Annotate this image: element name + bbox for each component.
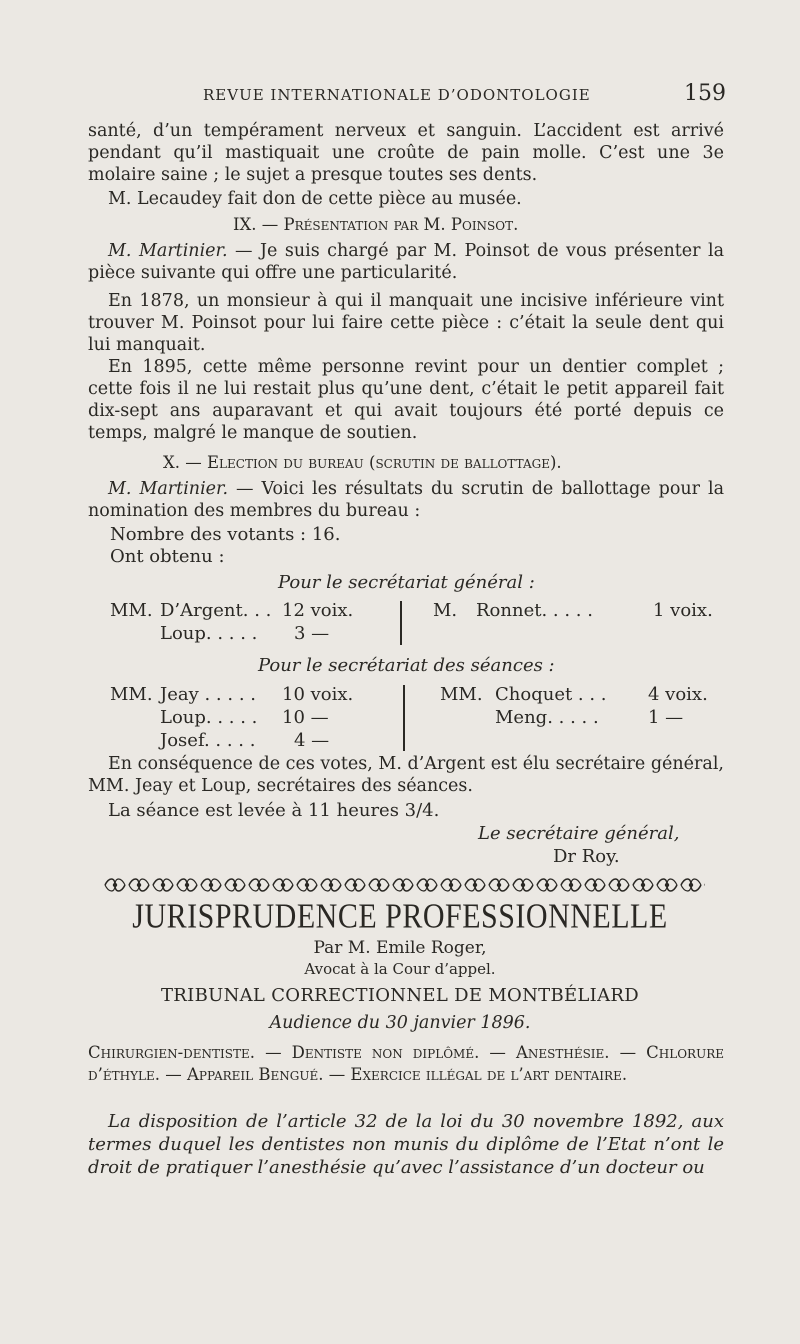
article-title: JURISPRUDENCE PROFESSIONNELLE	[132, 897, 668, 936]
candidate-votes: 12 voix.	[282, 600, 354, 621]
candidate-votes: 4 —	[294, 730, 330, 751]
article-summary: La disposition de l’article 32 de la loi du 30 novembre 1892, aux termes duquel les dentistes non munis du diplôme de l’Etat n’ont le droit de pratiquer l’anesthésie qu’avec l’assistance d’un docteur ou	[88, 1111, 724, 1178]
candidate-votes: 3 —	[294, 623, 330, 644]
speech-text: — Je suis chargé par M. Poinsot de vous présenter la pièce suivante qui offre une particularité.	[88, 241, 725, 283]
vote-title: MM.	[440, 684, 483, 705]
candidate-votes: 1 voix.	[653, 600, 713, 621]
candidate-name: Loup. . . . .	[160, 623, 258, 644]
section-ix-numeral: IX. —	[233, 215, 279, 234]
article-keywords: Chirurgien-dentiste. — Dentiste non diplômé. — Anesthésie. — Chlorure d’éthyle. — Appareil Bengué. — Exercice illégal de l’art dentaire.	[88, 1043, 724, 1084]
candidate-name: Josef. . . . .	[160, 730, 256, 751]
candidate-name: D’Argent. . .	[160, 600, 272, 621]
section-ix-heading	[233, 215, 518, 234]
candidate-votes: 10 —	[282, 707, 329, 728]
signature-name: Dr Roy.	[553, 846, 620, 867]
voters-count: Nombre des votants : 16.	[110, 524, 341, 545]
ornament-band	[103, 875, 705, 895]
paragraph-1895: En 1895, cette même personne revint pour un dentier complet ; cette fois il ne lui restait plus qu’une dent, c’était le petit appareil fait dix-sept ans auparavant et qui avait toujours été porté depuis ce temps, malgré le manque de soutien.	[88, 357, 724, 443]
section-ix-title: Présentation par M. Poinsot.	[283, 215, 519, 234]
speaker-name: M. Martinier.	[108, 479, 229, 499]
candidate-votes: 1 —	[648, 707, 684, 728]
running-title: REVUE INTERNATIONALE D’ODONTOLOGIE	[203, 86, 591, 104]
vote-heading-general: Pour le secrétariat général :	[278, 572, 535, 593]
article-byline-role: Avocat à la Cour d’appel.	[304, 960, 496, 978]
paragraph-health: santé, d’un tempérament nerveux et sanguin. L’accident est arrivé pendant qu’il mastiquait une croûte de pain molle. C’est une 3e molaire saine ; le sujet a presque toutes ses dents.	[88, 121, 724, 185]
paragraph-1878: En 1878, un monsieur à qui il manquait une incisive inférieure vint trouver M. Poinsot pour lui faire cette pièce : c’était la seule dent qui lui manquait.	[88, 291, 724, 355]
column-divider	[403, 685, 405, 751]
vote-title: M.	[433, 600, 458, 621]
speech-text: — Voici les résultats du scrutin de ballottage pour la nomination des membres du bureau :	[88, 479, 725, 521]
candidate-name: Meng. . . . .	[495, 707, 599, 728]
vote-title: MM.	[110, 600, 153, 621]
section-x-title: Election du bureau (scrutin de ballottage).	[207, 453, 562, 472]
column-divider	[400, 601, 402, 645]
paragraph-martinier-1	[88, 240, 724, 284]
signature-role: Le secrétaire général,	[478, 823, 680, 844]
article-byline: Par M. Emile Roger,	[313, 938, 487, 958]
paragraph-lecaudey: M. Lecaudey fait don de cette pièce au musée.	[108, 189, 522, 209]
section-x-heading	[163, 453, 562, 472]
candidate-name: Jeay . . . . .	[160, 684, 256, 705]
page-number: 159	[684, 81, 726, 106]
paragraph-martinier-2	[88, 478, 724, 522]
candidate-votes: 4 voix.	[648, 684, 708, 705]
paragraph-consequence: En conséquence de ces votes, M. d’Argent est élu secrétaire général, MM. Jeay et Loup, secrétaires des séances.	[88, 754, 724, 796]
paragraph-levee: La séance est levée à 11 heures 3/4.	[108, 800, 440, 821]
obtained-label: Ont obtenu :	[110, 546, 225, 567]
candidate-name: Choquet . . .	[495, 684, 607, 705]
court-name: TRIBUNAL CORRECTIONNEL DE MONTBÉLIARD	[161, 985, 639, 1006]
candidate-name: Ronnet. . . . .	[476, 600, 593, 621]
section-x-numeral: X. —	[163, 453, 202, 472]
speaker-name: M. Martinier.	[108, 241, 228, 261]
candidate-name: Loup. . . . .	[160, 707, 258, 728]
vote-heading-seances: Pour le secrétariat des séances :	[258, 655, 555, 676]
candidate-votes: 10 voix.	[282, 684, 354, 705]
hearing-date: Audience du 30 janvier 1896.	[269, 1013, 531, 1033]
vote-title: MM.	[110, 684, 153, 705]
